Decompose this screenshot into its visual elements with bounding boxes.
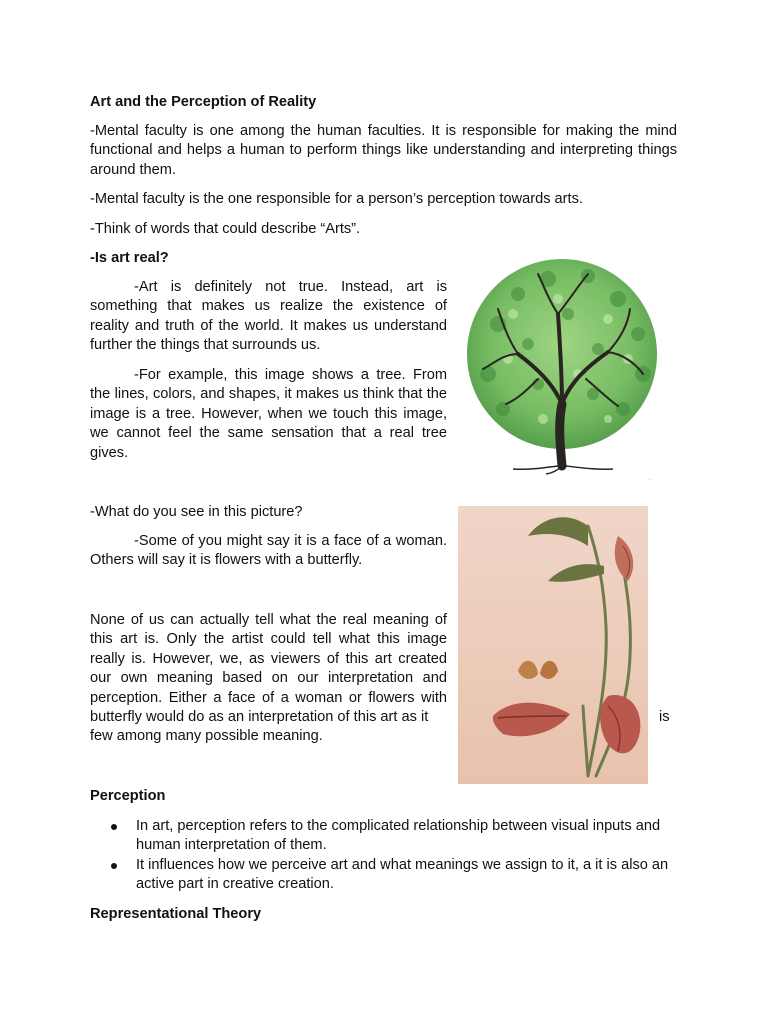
list-item: [90, 856, 680, 895]
bullet-icon: [111, 863, 117, 869]
painting-image: [458, 506, 648, 784]
paragraph-mental-faculty: -Mental faculty is one among the human faculties. It is responsible for making the mind functional and helps a human to perform things like understanding and interpreting things around them.: [90, 123, 677, 178]
bullet-text: It influences how we perceive art and what meanings we assign to it, a it is also an active part in creative creation.: [136, 856, 669, 893]
question-is-art-real: -Is art real?: [90, 250, 169, 266]
perception-bullet-list: [90, 817, 680, 895]
paragraph-real-meaning-end: few among many possible meaning.: [90, 728, 323, 744]
svg-text:...: ...: [648, 476, 653, 482]
bullet-text: In art, perception refers to the complicated relationship between visual inputs and human interpretation of them.: [136, 818, 661, 854]
paragraph-tree-example: -For example, this image shows a tree. From the lines, colors, and shapes, it makes us think that the image is a tree. However, when we touch this image, we cannot feel the same sensation that a real tree gives.: [90, 367, 447, 461]
paragraph-real-meaning: None of us can actually tell what the real meaning of this art is. Only the artist could tell what this image really is. However, we, as viewers of this art created our own meaning based on our interpretation and perception. Either a face of a woman or flowers with butterfly would do as an interpretation of this art as it: [90, 612, 447, 726]
tree-image: [458, 254, 680, 486]
paragraph-face-or-flowers: -Some of you might say it is a face of a woman. Others will say it is flowers with a butterfly.: [90, 533, 447, 569]
section-heading-perception: Perception: [90, 788, 166, 804]
page-title: Art and the Perception of Reality: [90, 94, 317, 110]
list-item: [90, 817, 680, 856]
paragraph-art-not-true: -Art is definitely not true. Instead, art is something that makes us realize the existence of reality and truth of the world. It makes us understand further the things that surrounds us.: [90, 279, 447, 354]
section-heading-representational-theory: Representational Theory: [90, 906, 262, 922]
tree-icon: [458, 254, 680, 486]
bullet-icon: [111, 824, 117, 830]
paragraph-real-meaning-is: is: [659, 709, 670, 725]
paragraph-perception-towards-arts: -Mental faculty is the one responsible for a person’s perception towards arts.: [90, 191, 583, 207]
face-flowers-icon: [458, 506, 648, 784]
paragraph-think-of-words: -Think of words that could describe “Arts”.: [90, 221, 361, 237]
question-what-do-you-see: -What do you see in this picture?: [90, 504, 303, 520]
